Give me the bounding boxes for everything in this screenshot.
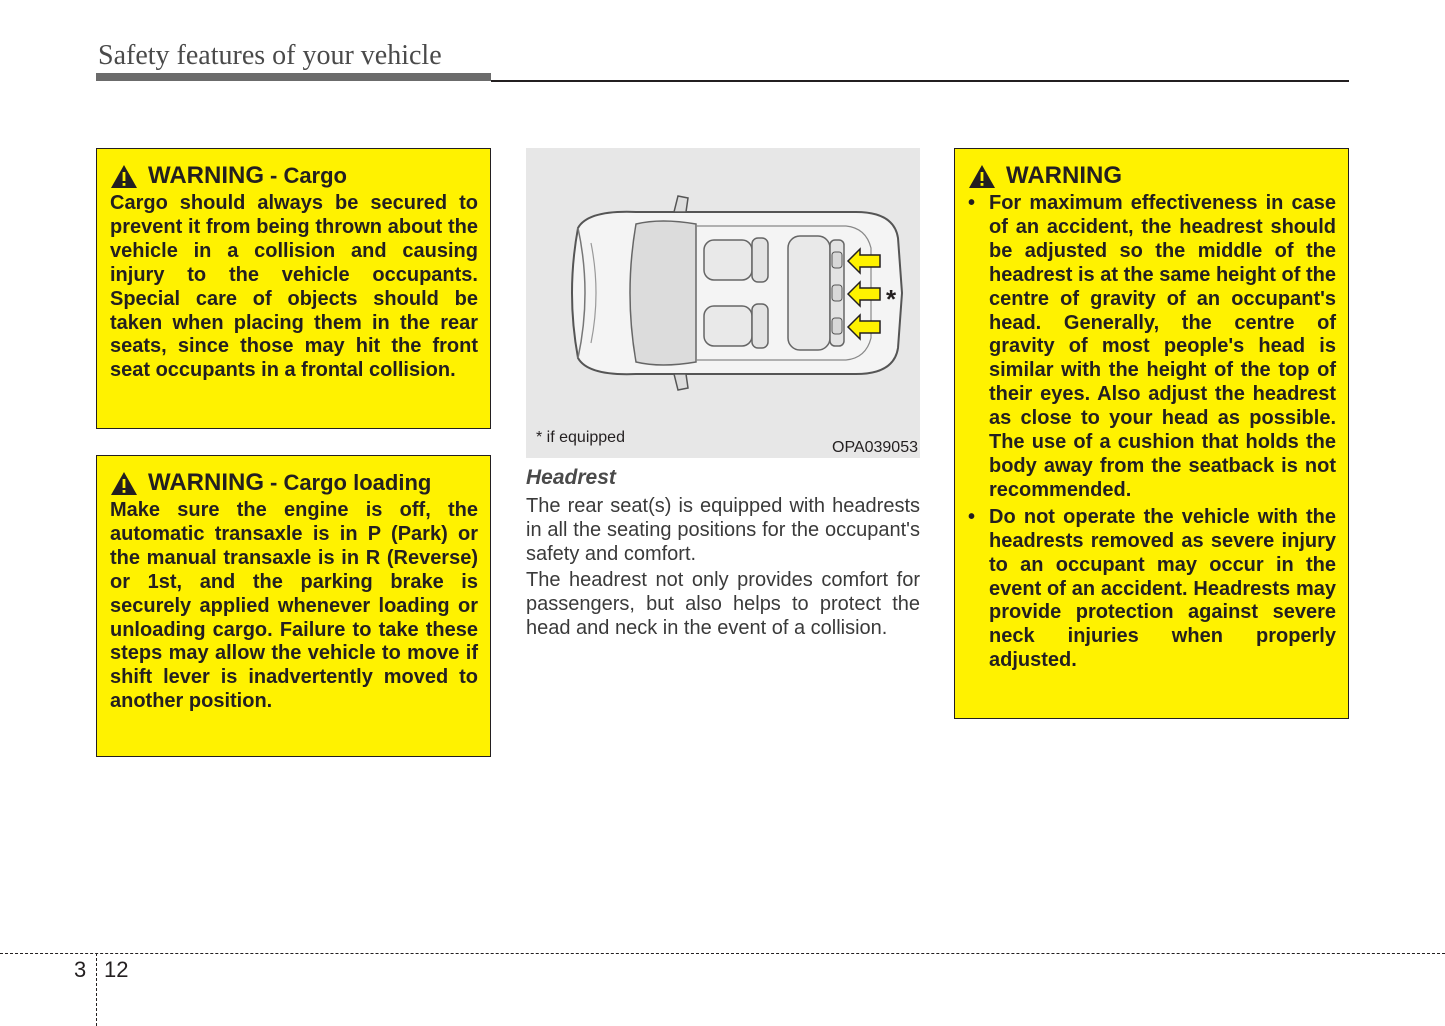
page-header-title: Safety features of your vehicle: [98, 40, 442, 71]
warning-subtitle: - Cargo: [270, 163, 347, 188]
warning-box-cargo-loading: [96, 455, 491, 757]
section-heading-headrest: Headrest: [526, 466, 616, 489]
warning-title: [110, 161, 478, 191]
warning-subtitle: - Cargo loading: [270, 470, 432, 495]
warning-box-headrest: [954, 148, 1349, 719]
page-number: 12: [104, 957, 129, 982]
page-chapter-number: 3: [74, 957, 87, 982]
warning-title: [110, 468, 478, 498]
warning-title: [968, 161, 1336, 191]
headrest-paragraph: The headrest not only provides comfort for passengers, but also helps to protect the head and neck in the event of a collision.: [526, 569, 920, 639]
warning-bullet-item: • Do not operate the vehicle with the headrests removed as severe injury to an occupant may occur in the event of an accident. Headrests may provide protection against severe neck injuries when properly adjusted.: [968, 506, 1336, 673]
warning-triangle-icon: [968, 164, 996, 189]
figure-caption: * if equipped: [536, 429, 625, 446]
figure-code: OPA039053: [832, 439, 918, 456]
warning-bullet-list: [968, 192, 1336, 673]
footer-rule: [0, 953, 1445, 954]
warning-body: Cargo should always be secured to prevent it from being thrown about the vehicle in a collision and causing injury to the vehicle occupants. Special care of objects should be taken when placing them in the rear seats, since those may hit the front seat occupants in a frontal collision.: [110, 192, 478, 382]
warning-label: WARNING: [1006, 162, 1122, 189]
header-rule-thick: [96, 73, 491, 81]
warning-bullet-item: • For maximum effectiveness in case of an accident, the headrest should be adjusted so the middle of the headrest is at the same height of the centre of gravity of an occupant's head. Generally, the centre of gravity of most people's head is similar with the height of the top of their eyes. Also adjust the headrest as close to your head as possible. The use of a cushion that holds the body away from the seatback is not recommended.: [968, 192, 1336, 503]
headrest-figure: [526, 148, 920, 458]
headrest-paragraph: The rear seat(s) is equipped with headrests in all the seating positions for the occupant's safety and comfort.: [526, 495, 920, 565]
header-rule-thin: [491, 80, 1349, 82]
warning-triangle-icon: [110, 164, 138, 189]
warning-triangle-icon: [110, 471, 138, 496]
figure-asterisk: *: [886, 284, 897, 314]
warning-body: Make sure the engine is off, the automatic transaxle is in P (Park) or the manual transaxle is in R (Reverse) or 1st, and the parking brake is securely applied whenever loading or unloading cargo. Failure to take these steps may allow the vehicle to move if shift lever is inadvertently moved to another position.: [110, 499, 478, 713]
footer-divider: [96, 953, 97, 1026]
warning-label: WARNING: [148, 162, 264, 189]
warning-label: WARNING: [148, 469, 264, 496]
warning-box-cargo: [96, 148, 491, 429]
car-top-view-illustration: [526, 148, 920, 428]
